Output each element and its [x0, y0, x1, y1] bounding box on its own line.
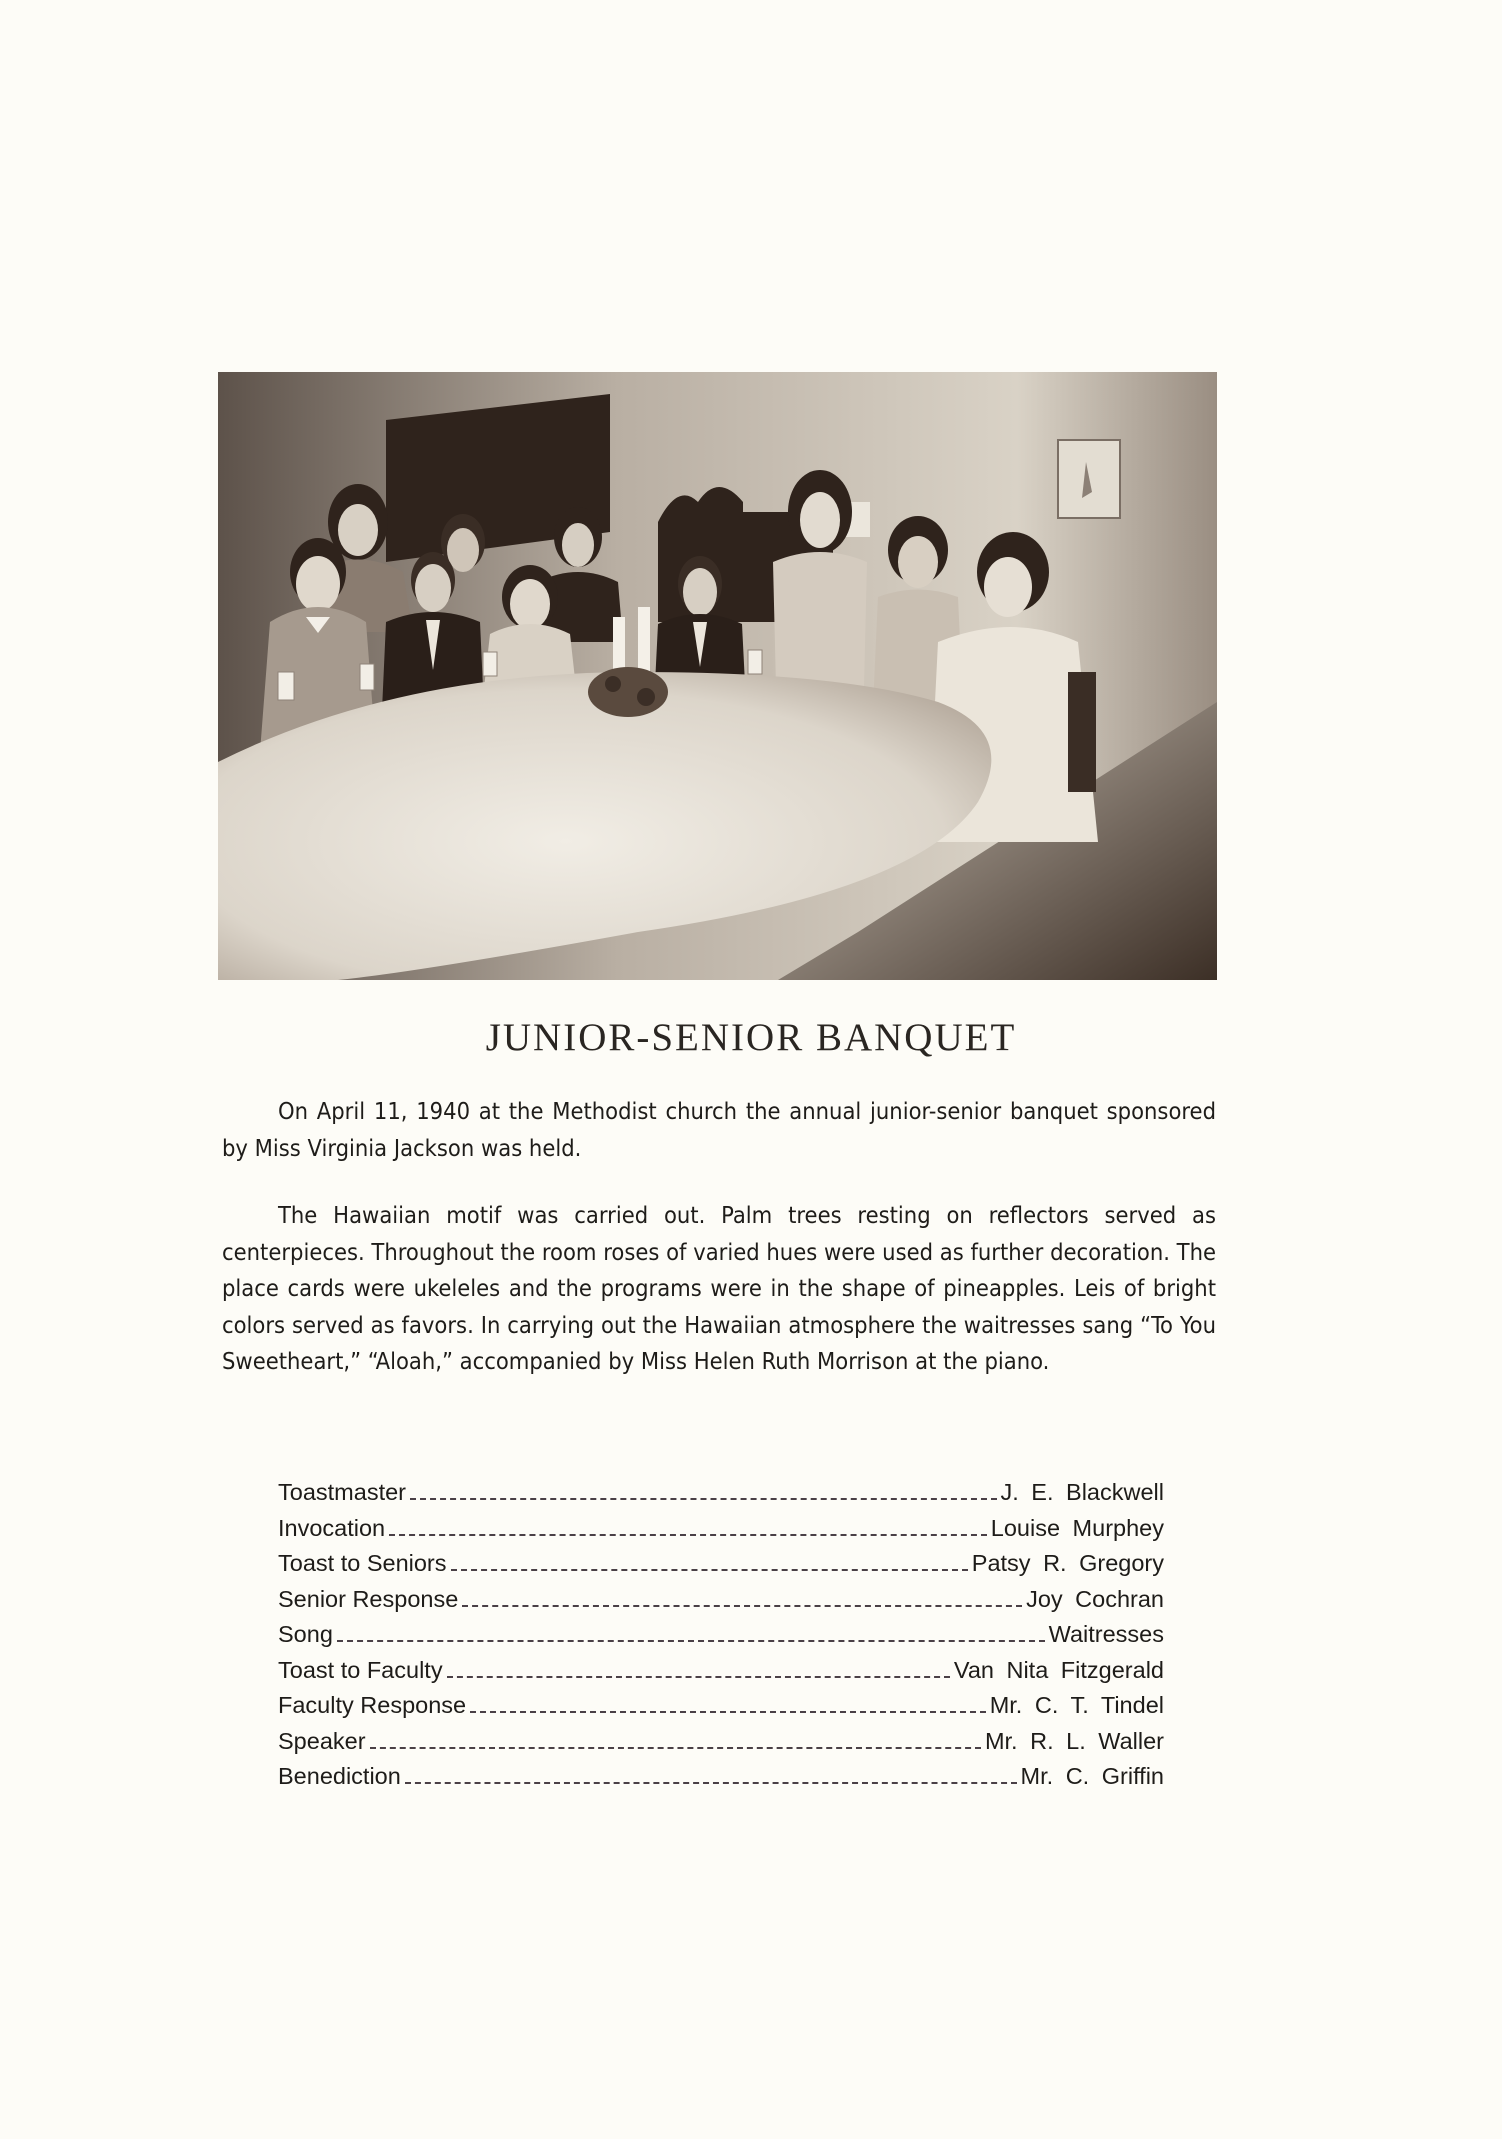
- dotted-leader: [470, 1711, 986, 1713]
- program-role: Toast to Faculty: [278, 1656, 443, 1683]
- intro-paragraph: [222, 1093, 1216, 1166]
- program-list: [278, 1479, 1164, 1799]
- dotted-leader: [447, 1676, 950, 1678]
- program-role: Toast to Seniors: [278, 1550, 447, 1576]
- program-row: [278, 1621, 1164, 1657]
- dotted-leader: [337, 1640, 1045, 1642]
- dotted-leader: [410, 1498, 997, 1500]
- program-role: Benediction: [278, 1763, 401, 1789]
- description-paragraph: [222, 1197, 1216, 1380]
- program-name: Mr. R. L. Waller: [984, 1727, 1164, 1754]
- program-name: Joy Cochran: [1026, 1585, 1164, 1612]
- program-name: Mr. C. Griffin: [1020, 1763, 1164, 1789]
- program-name: Louise Murphey: [990, 1514, 1164, 1541]
- dotted-leader: [370, 1747, 981, 1749]
- program-row: [278, 1728, 1164, 1764]
- dotted-leader: [405, 1782, 1017, 1784]
- program-name: Patsy R. Gregory: [971, 1550, 1164, 1576]
- banquet-photo: [218, 372, 1217, 980]
- program-row: [278, 1657, 1164, 1693]
- program-row: [278, 1586, 1164, 1622]
- paragraph-2: The Hawaiian motif was carried out. Palm trees resting on reflectors served as centerpieces. Throughout the room roses of varied hues were used as further decoration. The place cards were ukeleles and the programs were in the shape of pineapples. Leis of bright colors served as favors. In carrying out the Hawaiian atmosphere the waitresses sang “To You Sweetheart,” “Aloah,” accompanied by Miss Helen Ruth Morrison at the piano.: [222, 1201, 1216, 1375]
- program-row: [278, 1550, 1164, 1586]
- dotted-leader: [389, 1534, 987, 1536]
- program-role: Speaker: [278, 1727, 366, 1754]
- program-role: Invocation: [278, 1514, 386, 1541]
- paragraph-1: On April 11, 1940 at the Methodist church the annual junior-senior banquet sponsored by Miss Virginia Jackson was held.: [222, 1097, 1216, 1162]
- program-row: [278, 1763, 1164, 1799]
- program-role: Song: [278, 1621, 333, 1647]
- page-title: JUNIOR-SENIOR BANQUET: [485, 1016, 1017, 1059]
- program-row: [278, 1692, 1164, 1728]
- program-name: Waitresses: [1048, 1621, 1164, 1647]
- program-name: Mr. C. T. Tindel: [989, 1692, 1164, 1718]
- dotted-leader: [462, 1605, 1022, 1607]
- banquet-photo-illustration: [218, 372, 1217, 980]
- program-row: [278, 1515, 1164, 1551]
- program-role: Toastmaster: [278, 1479, 406, 1505]
- program-role: Faculty Response: [278, 1692, 467, 1718]
- program-role: Senior Response: [278, 1585, 459, 1612]
- program-name: J. E. Blackwell: [1000, 1479, 1164, 1505]
- program-row: [278, 1479, 1164, 1515]
- dotted-leader: [451, 1569, 968, 1571]
- program-name: Van Nita Fitzgerald: [953, 1656, 1164, 1683]
